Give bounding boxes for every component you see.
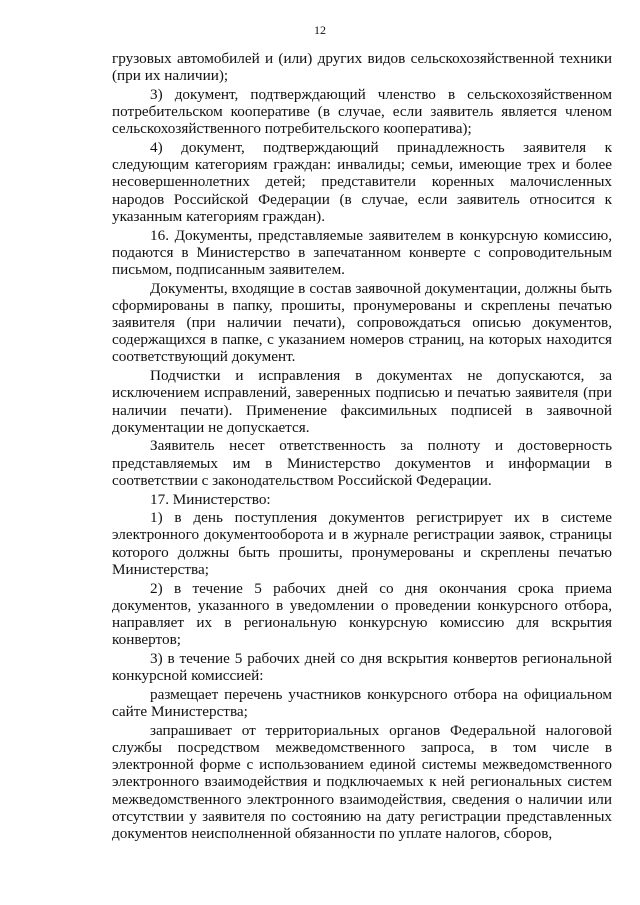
paragraph-corrections: Подчистки и исправления в документах не допускаются, за исключением исправлений, заверенных подписью и печатью заявителя (при наличии печати). Применение факсимильных подписей в заявочной документации не допускается.	[112, 367, 612, 436]
paragraph-clause-17-item-3: 3) в течение 5 рабочих дней со дня вскрытия конвертов региональной конкурсной комиссией:	[112, 649, 612, 685]
paragraph-clause-16: 16. Документы, представляемые заявителем в конкурсную комиссию, подаются в Министерство в запечатанном конверте с сопроводительным письмом, подписанным заявителем.	[112, 226, 612, 278]
paragraph-clause-17-item-1: 1) в день поступления документов регистрирует их в системе электронного документооборота и в журнале регистрации заявок, страницы которого должны быть прошиты, пронумерованы и скреплены печатью Министерства;	[112, 509, 612, 578]
paragraph-continuation: грузовых автомобилей и (или) других видов сельскохозяйственной техники (при их наличии);	[112, 50, 612, 85]
paragraph-folder-requirements: Документы, входящие в состав заявочной документации, должны быть сформированы в папку, прошиты, пронумерованы и скреплены печатью заявителя (при наличии печати), сопровождаться описью документов, содержащихся в папке, с указанием номеров страниц, на которых находится соответствующий документ.	[112, 279, 612, 366]
paragraph-clause-17-item-2: 2) в течение 5 рабочих дней со дня окончания срока приема документов, указанного в уведомлении о проведении конкурсного отбора, направляет их в региональную конкурсную комиссию для вскрытия конвертов;	[112, 579, 612, 649]
paragraph-item-4: 4) документ, подтверждающий принадлежность заявителя к следующим категориям граждан: инвалиды; семьи, имеющие трех и более несовершеннолетних детей; представители коренных малочисленных народов Российской Федерации (в случае, если заявитель относится к указанным категориям граждан).	[112, 139, 612, 225]
document-body	[112, 50, 612, 844]
paragraph-publish-list: размещает перечень участников конкурсного отбора на официальном сайте Министерства;	[112, 685, 612, 721]
paragraph-clause-17: 17. Министерство:	[150, 490, 271, 508]
paragraph-tax-request: запрашивает от территориальных органов Федеральной налоговой службы посредством межведомственного запроса, в том числе в электронной форме с использованием единой системы межведомственного электронного взаимодействия и подключаемых к ней региональных систем межведомственного электронного взаимодействия, сведения о наличии или отсутствии у заявителя по состоянию на дату регистрации представленных документов неисполненной обязанности по уплате налогов, сборов,	[112, 721, 612, 842]
page-number: 12	[314, 23, 326, 37]
paragraph-responsibility: Заявитель несет ответственность за полноту и достоверность представляемых им в Министерство документов и информации в соответствии с законодательством Российской Федерации.	[112, 437, 612, 489]
paragraph-item-3: 3) документ, подтверждающий членство в сельскохозяйственном потребительском кооперативе (в случае, если заявитель является членом сельскохозяйственного потребительского кооператива);	[112, 85, 612, 138]
